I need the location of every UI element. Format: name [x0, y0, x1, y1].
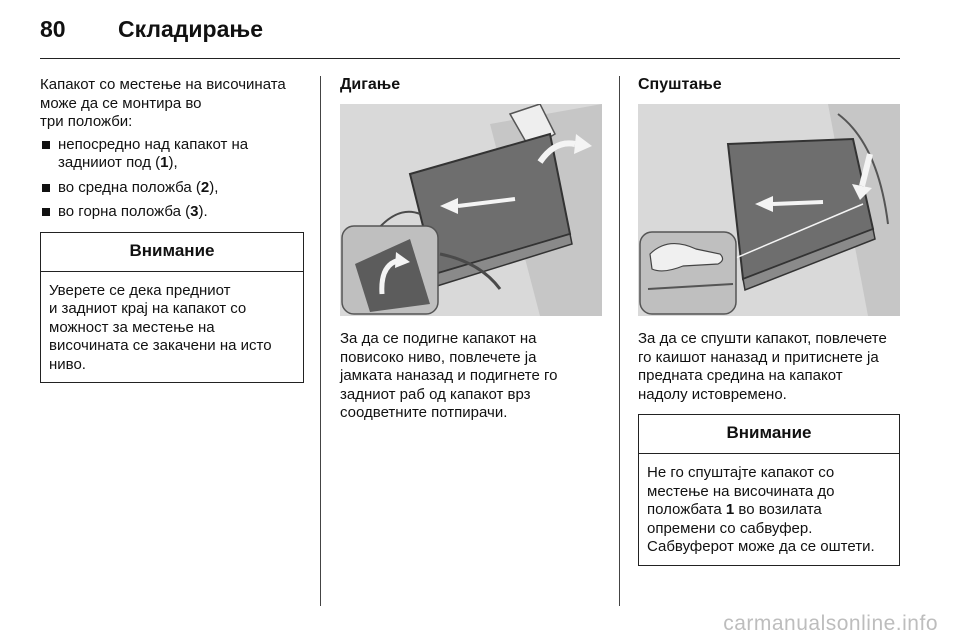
lowering-illustration — [638, 104, 900, 316]
section-heading-raising: Дигање — [340, 76, 401, 93]
intro-line: три положби: — [40, 113, 133, 130]
square-bullet-icon — [42, 184, 50, 192]
raising-illustration — [340, 104, 602, 316]
notice-line: можност за местење на — [49, 318, 215, 336]
notice-box — [40, 232, 304, 384]
notice-line: ниво. — [49, 355, 86, 373]
notice-title: Внимание — [41, 233, 303, 272]
notice-line: Уверете се дека предниот — [49, 281, 231, 299]
notice-line: височината се закачени на исто — [49, 337, 272, 354]
list-item-number: 1 — [160, 154, 169, 171]
section-heading-lowering: Спуштање — [638, 76, 722, 93]
caption-line: За да се спушти капакот, повлечете — [638, 330, 887, 347]
raising-illustration-drawing — [340, 104, 602, 316]
page-header — [40, 16, 263, 48]
column-left — [40, 76, 304, 383]
notice-line: Не го спуштајте капакот со — [647, 464, 835, 481]
notice-box — [638, 414, 900, 566]
square-bullet-icon — [42, 141, 50, 149]
notice-body — [41, 272, 303, 383]
list-item-tail: ), — [209, 178, 219, 196]
list-item — [40, 136, 304, 173]
list-item-text: во горна положба ( — [58, 203, 191, 220]
page-number: 80 — [40, 16, 66, 42]
column-right — [638, 76, 900, 566]
watermark: carmanualsonline.info — [723, 612, 938, 635]
intro-line: може да се монтира во — [40, 94, 202, 112]
caption-line: повисоко ниво, повлечете ја — [340, 348, 537, 366]
notice-line: опремени со сабвуфер. — [647, 519, 813, 537]
lowering-illustration-drawing — [638, 104, 900, 316]
page-title: Складирање — [118, 16, 264, 42]
notice-line: Сабвуферот може да се оштети. — [647, 538, 875, 555]
notice-title: Внимание — [639, 415, 899, 454]
notice-line: местење на височината до — [647, 482, 835, 500]
caption-line: надолу истовремено. — [638, 385, 787, 403]
list-item — [40, 203, 304, 222]
caption-line: предната средина на капакот — [638, 367, 843, 384]
caption-line: задниот раб од капакот врз — [340, 385, 531, 403]
square-bullet-icon — [42, 208, 50, 216]
column-divider-1 — [320, 76, 321, 606]
notice-line: положбата — [647, 501, 726, 518]
list-item — [40, 179, 304, 198]
caption-line: За да се подигне капакот на — [340, 330, 537, 347]
caption-line: соодветните потпирачи. — [340, 404, 508, 421]
list-item-text: во средна положба ( — [58, 178, 201, 196]
list-item-tail: ), — [168, 154, 178, 171]
caption-line: јамката наназад и подигнете го — [340, 367, 558, 384]
notice-line: во возилата — [734, 501, 822, 518]
list-item-tail: ). — [198, 203, 208, 220]
list-item-text: непосредно над капакот на заднииот под ( — [58, 135, 249, 171]
column-divider-2 — [619, 76, 620, 606]
header-divider — [40, 58, 900, 59]
position-list — [40, 136, 304, 222]
caption-line: го каишот наназад и притиснете ја — [638, 348, 879, 366]
intro-line: Капакот со местење на височината — [40, 76, 286, 93]
list-item-number: 3 — [190, 203, 199, 220]
notice-position-number: 1 — [725, 501, 735, 518]
list-item-number: 2 — [200, 178, 210, 196]
notice-body — [639, 454, 899, 565]
raising-caption — [340, 330, 602, 423]
column-middle — [340, 76, 602, 423]
notice-line: и задниот крај на капакот со — [49, 300, 247, 317]
lowering-caption — [638, 330, 900, 404]
intro-paragraph — [40, 76, 304, 132]
